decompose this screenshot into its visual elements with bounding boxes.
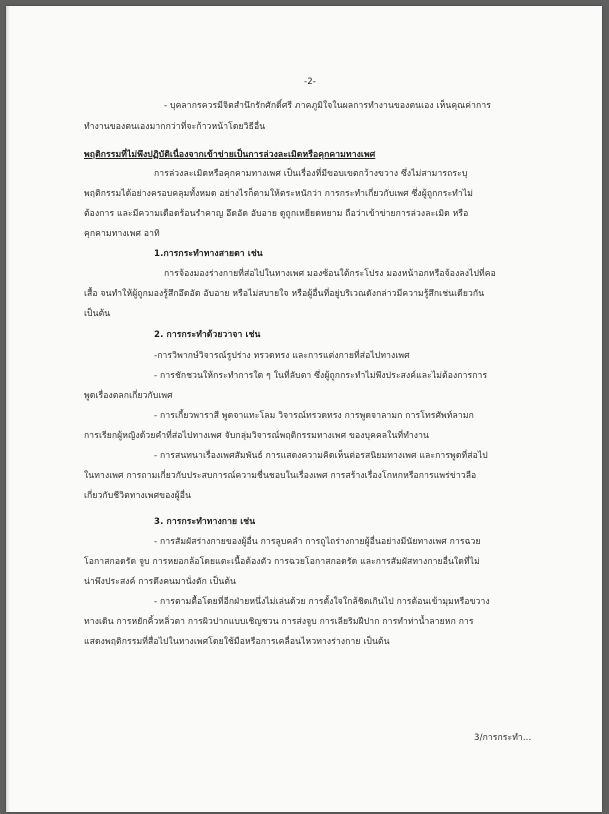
intro-line: พฤติกรรมได้อย่างครอบคลุมทั้งหมด อย่างไรก็ตามให้ตระหนักว่า การกระทำเกี่ยวกับเพศ ซึ่งผู้ถูกกระทำไม่ bbox=[84, 189, 473, 199]
item2-line: การเรียกผู้หญิงด้วยคำที่ส่อไปทางเพศ จับกลุ่มวิจารณ์พฤติกรรมทางเพศ ของบุคคลในที่ทำงาน bbox=[84, 431, 429, 441]
item2-line: - การชักชวนให้กระทำการใด ๆ ในที่ลับตา ซึ่งผู้ถูกกระทำไม่พึงประสงค์และไม่ต้องการการ bbox=[154, 371, 488, 381]
continuation-line: ทำงานของตนเองมากกว่าที่จะก้าวหน้าโดยวิธีอื่น bbox=[84, 122, 266, 132]
item3-line: น่าพึงประสงค์ การดึงคนมานั่งตัก เป็นต้น bbox=[84, 577, 237, 587]
item1-line: การจ้องมองร่างกายที่ส่อไปในทางเพศ มองซ้อนใต้กระโปรง มองหน้าอกหรือจ้องลงไปที่คอ bbox=[164, 269, 496, 279]
item2-heading: 2. การกระทำด้วยวาจา เช่น bbox=[154, 330, 261, 340]
item3-line: แสดงพฤติกรรมที่สื่อไปในทางเพศโดยใช้มือหรือการเคลื่อนไหวทางร่างกาย เป็นต้น bbox=[84, 637, 390, 647]
item1-heading: 1.การกระทำทางสายตา เช่น bbox=[154, 249, 263, 259]
item2-line: ในทางเพศ การถามเกี่ยวกับประสบการณ์ความชื่นชอบในเรื่องเพศ การสร้างเรื่องโกหกหรือการแพร่ข่าวลือ bbox=[84, 471, 477, 481]
intro-line: การล่วงละเมิดหรือคุกคามทางเพศ เป็นเรื่องที่มีขอบเขตกว้างขวาง ซึ่งไม่สามารถระบุ bbox=[154, 169, 468, 179]
intro-line: คุกคามทางเพศ อาทิ bbox=[84, 229, 160, 239]
item3-heading: 3. การกระทำทางกาย เช่น bbox=[154, 517, 256, 527]
item3-line: - การตามตื้อโดยที่อีกฝ่ายหนึ่งไม่เล่นด้วย การตั้งใจใกล้ชิดเกินไป การต้อนเข้ามุมหรือขวาง bbox=[154, 597, 490, 607]
item3-line: ทางเดิน การหยักคิ้วหลิ่วตา การผิวปากแบบเชิญชวน การส่งจูบ การเลียริมฝีปาก การทำท่าน้ำลายหก การ bbox=[84, 617, 474, 627]
item2-line: เกี่ยวกับชีวิตทางเพศของผู้อื่น bbox=[84, 491, 192, 501]
section-title: พฤติกรรมที่ไม่พึงปฏิบัติเนื่องจากเข้าข่ายเป็นการล่วงละเมิดหรือคุกคามทางเพศ bbox=[84, 150, 376, 160]
item1-line: เสื้อ จนทำให้ผู้ถูกมองรู้สึกอึดอัด อับอาย หรือไม่สบายใจ หรือผู้อื่นที่อยู่บริเวณดังกล่าวมีความรู้สึกเช่นเดียวกัน bbox=[84, 289, 485, 299]
item3-line: - การสัมผัสร่างกายของผู้อื่น การลูบคลำ การถูไถร่างกายผู้อื่นอย่างมีนัยทางเพศ การฉวย bbox=[154, 537, 481, 547]
item3-line: โอกาสกอดรัด จูบ การหยอกล้อโดยแตะเนื้อต้องตัว การฉวยโอกาสกอดรัด และการสัมผัสทางกายอื่นใดที่ไม่ bbox=[84, 557, 480, 567]
document-page bbox=[6, 6, 602, 812]
continuation-line: - บุคลากรควรมีจิตสำนึกรักศักดิ์ศรี ภาคภูมิใจในผลการทำงานของตนเอง เห็นคุณค่าการ bbox=[164, 101, 491, 111]
item2-line: - การสนทนาเรื่องเพศสัมพันธ์ การแสดงความคิดเห็นต่อรสนิยมทางเพศ และการพูดที่ส่อไป bbox=[154, 451, 488, 461]
page-number: -2- bbox=[304, 77, 316, 87]
item2-line: พูดเรื่องตลกเกี่ยวกับเพศ bbox=[84, 391, 173, 401]
intro-line: ต้องการ และมีความเดือดร้อนรำคาญ อึดอัด อับอาย ดูถูกเหยียดหยาม ถือว่าเข้าข่ายการล่วงละเมิด หรือ bbox=[84, 209, 469, 219]
item1-line: เป็นต้น bbox=[84, 309, 111, 319]
next-page-marker: 3/การกระทำ... bbox=[474, 733, 532, 743]
item2-line: -การวิพากษ์วิจารณ์รูปร่าง ทรวดทรง และการแต่งกายที่ส่อไปทางเพศ bbox=[154, 351, 410, 361]
item2-line: - การเกี้ยวพาราสี พูดจาแทะโลม วิจารณ์ทรวดทรง การพูดจาลามก การโทรศัพท์ลามก bbox=[154, 411, 474, 421]
